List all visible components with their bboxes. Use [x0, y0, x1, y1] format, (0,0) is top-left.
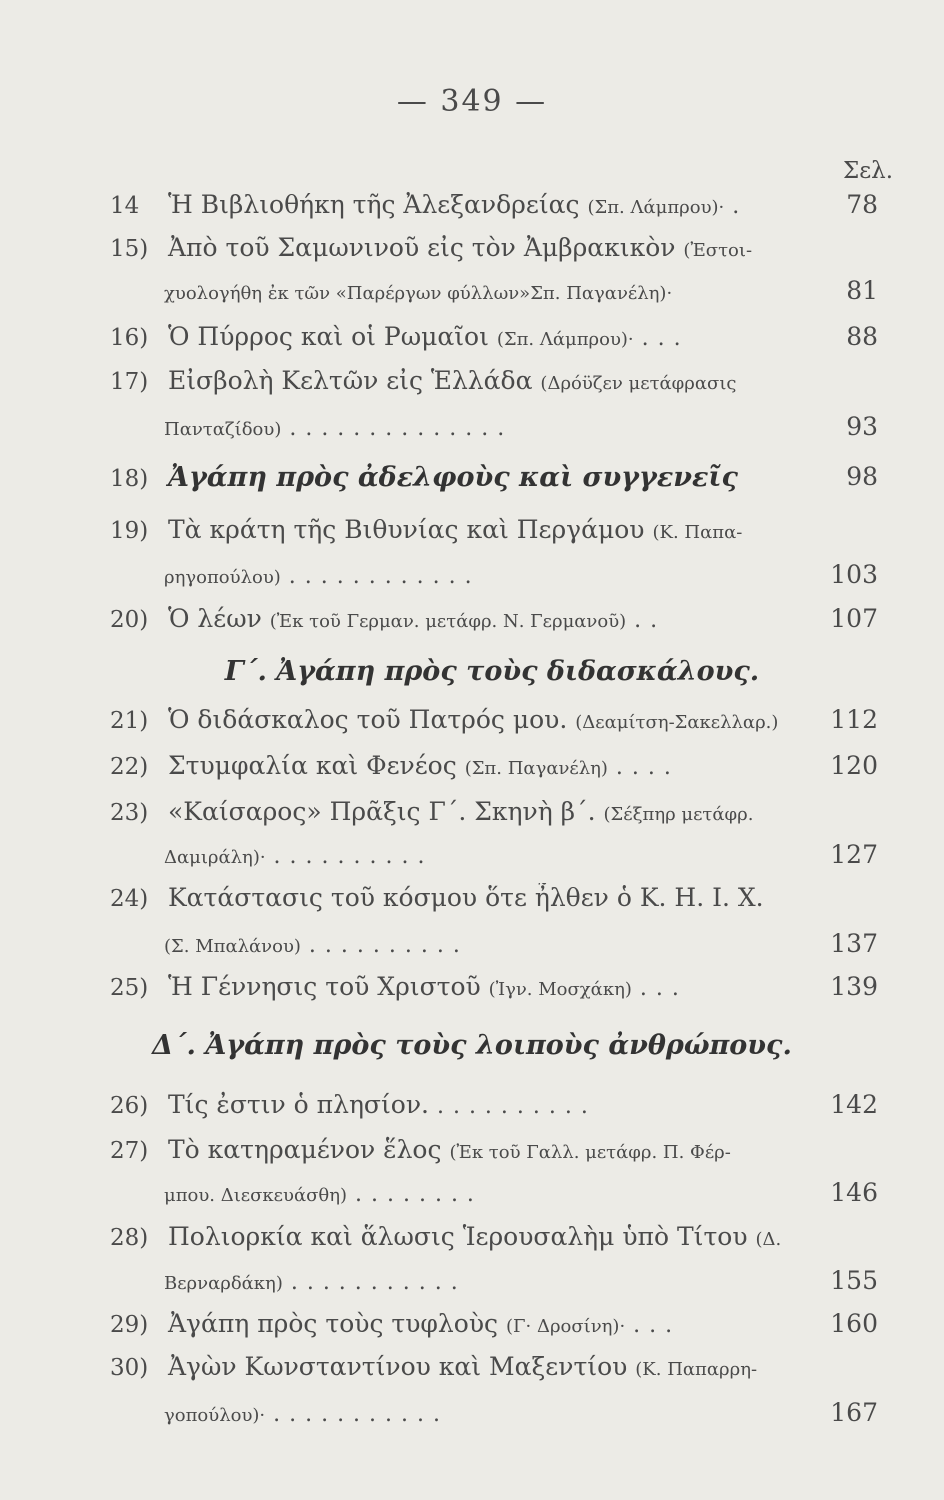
entry-dots: ...........	[273, 1402, 450, 1427]
toc-entry-19-cont	[110, 560, 878, 600]
entry-number: 25)	[110, 975, 149, 1001]
toc-entry-15-cont	[110, 276, 878, 316]
entry-page: 160	[824, 1309, 878, 1338]
toc-entry-14	[110, 190, 878, 230]
entry-dots: ...........	[290, 1270, 467, 1295]
toc-entry-22	[110, 751, 878, 791]
entry-title: Τὰ κράτη τῆς Βιθυνίας καὶ Περγάμου	[168, 515, 645, 544]
toc-entry-24-cont	[110, 929, 878, 969]
entry-title: Ὁ διδάσκαλος τοῦ Πατρός μου.	[168, 705, 568, 734]
entry-source: (Δ.	[755, 1229, 782, 1250]
entry-number: 15)	[110, 236, 149, 262]
entry-page: 127	[824, 840, 878, 869]
entry-title: Ἀγάπη πρὸς ἀδελφοὺς καὶ συγγενεῖς	[168, 462, 738, 493]
entry-number: 23)	[110, 800, 149, 826]
entry-number: 24)	[110, 886, 149, 912]
entry-title: Ὁ Πύρρος καὶ οἱ Ρωμαῖοι	[168, 322, 489, 351]
entry-title: Πολιορκία καὶ ἅλωσις Ἱερουσαλὴμ ὑπὸ Τίτου	[168, 1222, 748, 1251]
toc-entry-28-cont	[110, 1266, 878, 1306]
entry-source: (Ἐκ τοῦ Γαλλ. μετάφρ. Π. Φέρ-	[449, 1142, 731, 1163]
entry-dots: ............	[288, 564, 481, 589]
entry-title: Τὸ κατηραμένον ἕλος	[168, 1135, 442, 1164]
entry-page: 167	[824, 1398, 878, 1427]
entry-page: 142	[824, 1090, 878, 1119]
entry-page: 93	[840, 412, 878, 441]
entry-title: Ἀγάπη πρὸς τοὺς τυφλοὺς	[168, 1309, 499, 1338]
section-heading-delta: Δ΄. Ἀγάπη πρὸς τοὺς λοιποὺς ἀνθρώπους.	[152, 1030, 792, 1061]
toc-entry-30	[110, 1352, 878, 1392]
page-column-header: Σελ.	[843, 158, 894, 184]
toc-entry-16	[110, 322, 878, 362]
entry-page: 98	[840, 462, 878, 491]
entry-page: 107	[824, 604, 878, 633]
toc-entry-21	[110, 705, 878, 745]
entry-dots: ..........	[308, 933, 469, 958]
entry-page: 155	[824, 1266, 878, 1295]
entry-dots: ..	[634, 608, 667, 633]
entry-source: (Δρόϋζεν μετάφρασις	[540, 373, 737, 394]
entry-number: 18)	[110, 466, 149, 492]
toc-entry-26	[110, 1090, 878, 1130]
entry-number: 22)	[110, 754, 149, 780]
page-number: — 349 —	[396, 84, 548, 119]
entry-dots: ..............	[289, 416, 514, 441]
toc-entry-24	[110, 883, 878, 923]
entry-number: 21)	[110, 708, 149, 734]
toc-entry-20	[110, 604, 878, 644]
entry-number: 16)	[110, 325, 149, 351]
toc-entry-25	[110, 972, 878, 1012]
entry-page: 112	[824, 705, 878, 734]
entry-dots: ...	[639, 976, 688, 1001]
entry-title: Ὁ λέων	[168, 604, 262, 633]
entry-title: «Καίσαρος» Πρᾶξις Γ΄. Σκηνὴ β΄.	[168, 797, 596, 826]
entry-number: 26)	[110, 1093, 149, 1119]
entry-page: 139	[824, 972, 878, 1001]
entry-continuation: ρηγοπούλου)	[164, 567, 281, 588]
entry-dots: ..........	[273, 844, 434, 869]
toc-entry-23-cont	[110, 840, 878, 880]
entry-dots: ...	[641, 326, 690, 351]
toc-entry-17-cont	[110, 412, 878, 452]
entry-title: Ἀπὸ τοῦ Σαμωνινοῦ εἰς τὸν Ἀμβρακικὸν	[168, 233, 676, 262]
entry-number: 20)	[110, 607, 149, 633]
entry-source: (Δεαμίτση-Σακελλαρ.)	[575, 712, 779, 733]
entry-source: (Γ· Δροσίνη)·	[505, 1316, 626, 1337]
entry-number: 14	[110, 193, 140, 219]
toc-entry-27-cont	[110, 1178, 878, 1218]
entry-source: (Σπ. Λάμπρου)·	[496, 329, 634, 350]
entry-continuation: (Σ. Μπαλάνου)	[164, 936, 301, 957]
entry-title: Τίς ἐστιν ὁ πλησίον.	[168, 1090, 429, 1119]
entry-source: (Κ. Παπα-	[652, 522, 743, 543]
entry-continuation: Βερναρδάκη)	[164, 1273, 283, 1294]
entry-page: 120	[824, 751, 878, 780]
toc-entry-23	[110, 797, 878, 837]
entry-dots: .	[732, 194, 749, 219]
entry-source: (Ἐκ τοῦ Γερμαν. μετάφρ. Ν. Γερμανοῦ)	[269, 611, 627, 632]
section-heading-gamma: Γ΄. Ἀγάπη πρὸς τοὺς διδασκάλους.	[224, 656, 760, 687]
entry-dots: ...	[633, 1313, 682, 1338]
entry-title: Εἰσβολὴ Κελτῶν εἰς Ἑλλάδα	[168, 366, 533, 395]
entry-dots: ........	[354, 1182, 483, 1207]
entry-source: (Σέξπηρ μετάφρ.	[603, 804, 754, 825]
entry-page: 137	[824, 929, 878, 958]
entry-source: (Σπ. Παγανέλη)	[464, 758, 608, 779]
entry-title: Ἀγὼν Κωνσταντίνου καὶ Μαξεντίου	[168, 1352, 628, 1381]
toc-entry-17	[110, 366, 878, 406]
entry-number: 17)	[110, 369, 149, 395]
entry-number: 19)	[110, 518, 149, 544]
entry-page: 78	[840, 190, 878, 219]
entry-number: 30)	[110, 1355, 149, 1381]
entry-dots: ..........	[436, 1094, 597, 1119]
entry-continuation: Δαμιράλη)·	[164, 847, 266, 868]
entry-source: (Ἐστοι-	[683, 240, 753, 261]
entry-continuation: γοπούλου)·	[164, 1405, 266, 1426]
entry-number: 29)	[110, 1312, 149, 1338]
toc-entry-28	[110, 1222, 878, 1262]
entry-dots: ....	[615, 755, 680, 780]
entry-title: Ἡ Γέννησις τοῦ Χριστοῦ	[168, 972, 481, 1001]
toc-entry-30-cont	[110, 1398, 878, 1438]
entry-number: 27)	[110, 1138, 149, 1164]
toc-entry-15	[110, 233, 878, 273]
entry-page: 88	[840, 322, 878, 351]
entry-source: (Ἰγν. Μοσχάκη)	[488, 979, 632, 1000]
entry-continuation: χυολογήθη ἐκ τῶν «Παρέργων φύλλων»Σπ. Παγανέλη)·	[164, 283, 673, 304]
entry-page: 81	[840, 276, 878, 305]
toc-entry-29	[110, 1309, 878, 1349]
entry-title: Κατάστασις τοῦ κόσμου ὅτε ἦλθεν ὁ Κ. Η. Ι. Χ.	[168, 883, 764, 912]
entry-page: 146	[824, 1178, 878, 1207]
toc-entry-27	[110, 1135, 878, 1175]
entry-continuation: μπου. Διεσκευάσθη)	[164, 1185, 348, 1206]
entry-source: (Σπ. Λάμπρου)·	[587, 197, 725, 218]
toc-entry-18	[110, 462, 878, 502]
entry-title: Ἡ Βιβλιοθήκη τῆς Ἀλεξανδρείας	[168, 190, 580, 219]
entry-number: 28)	[110, 1225, 149, 1251]
entry-source: (Κ. Παπαρρη-	[635, 1359, 758, 1380]
entry-title: Στυμφαλία καὶ Φενέος	[168, 751, 457, 780]
toc-entry-19	[110, 515, 878, 555]
entry-page: 103	[824, 560, 878, 589]
entry-continuation: Πανταζίδου)	[164, 419, 282, 440]
